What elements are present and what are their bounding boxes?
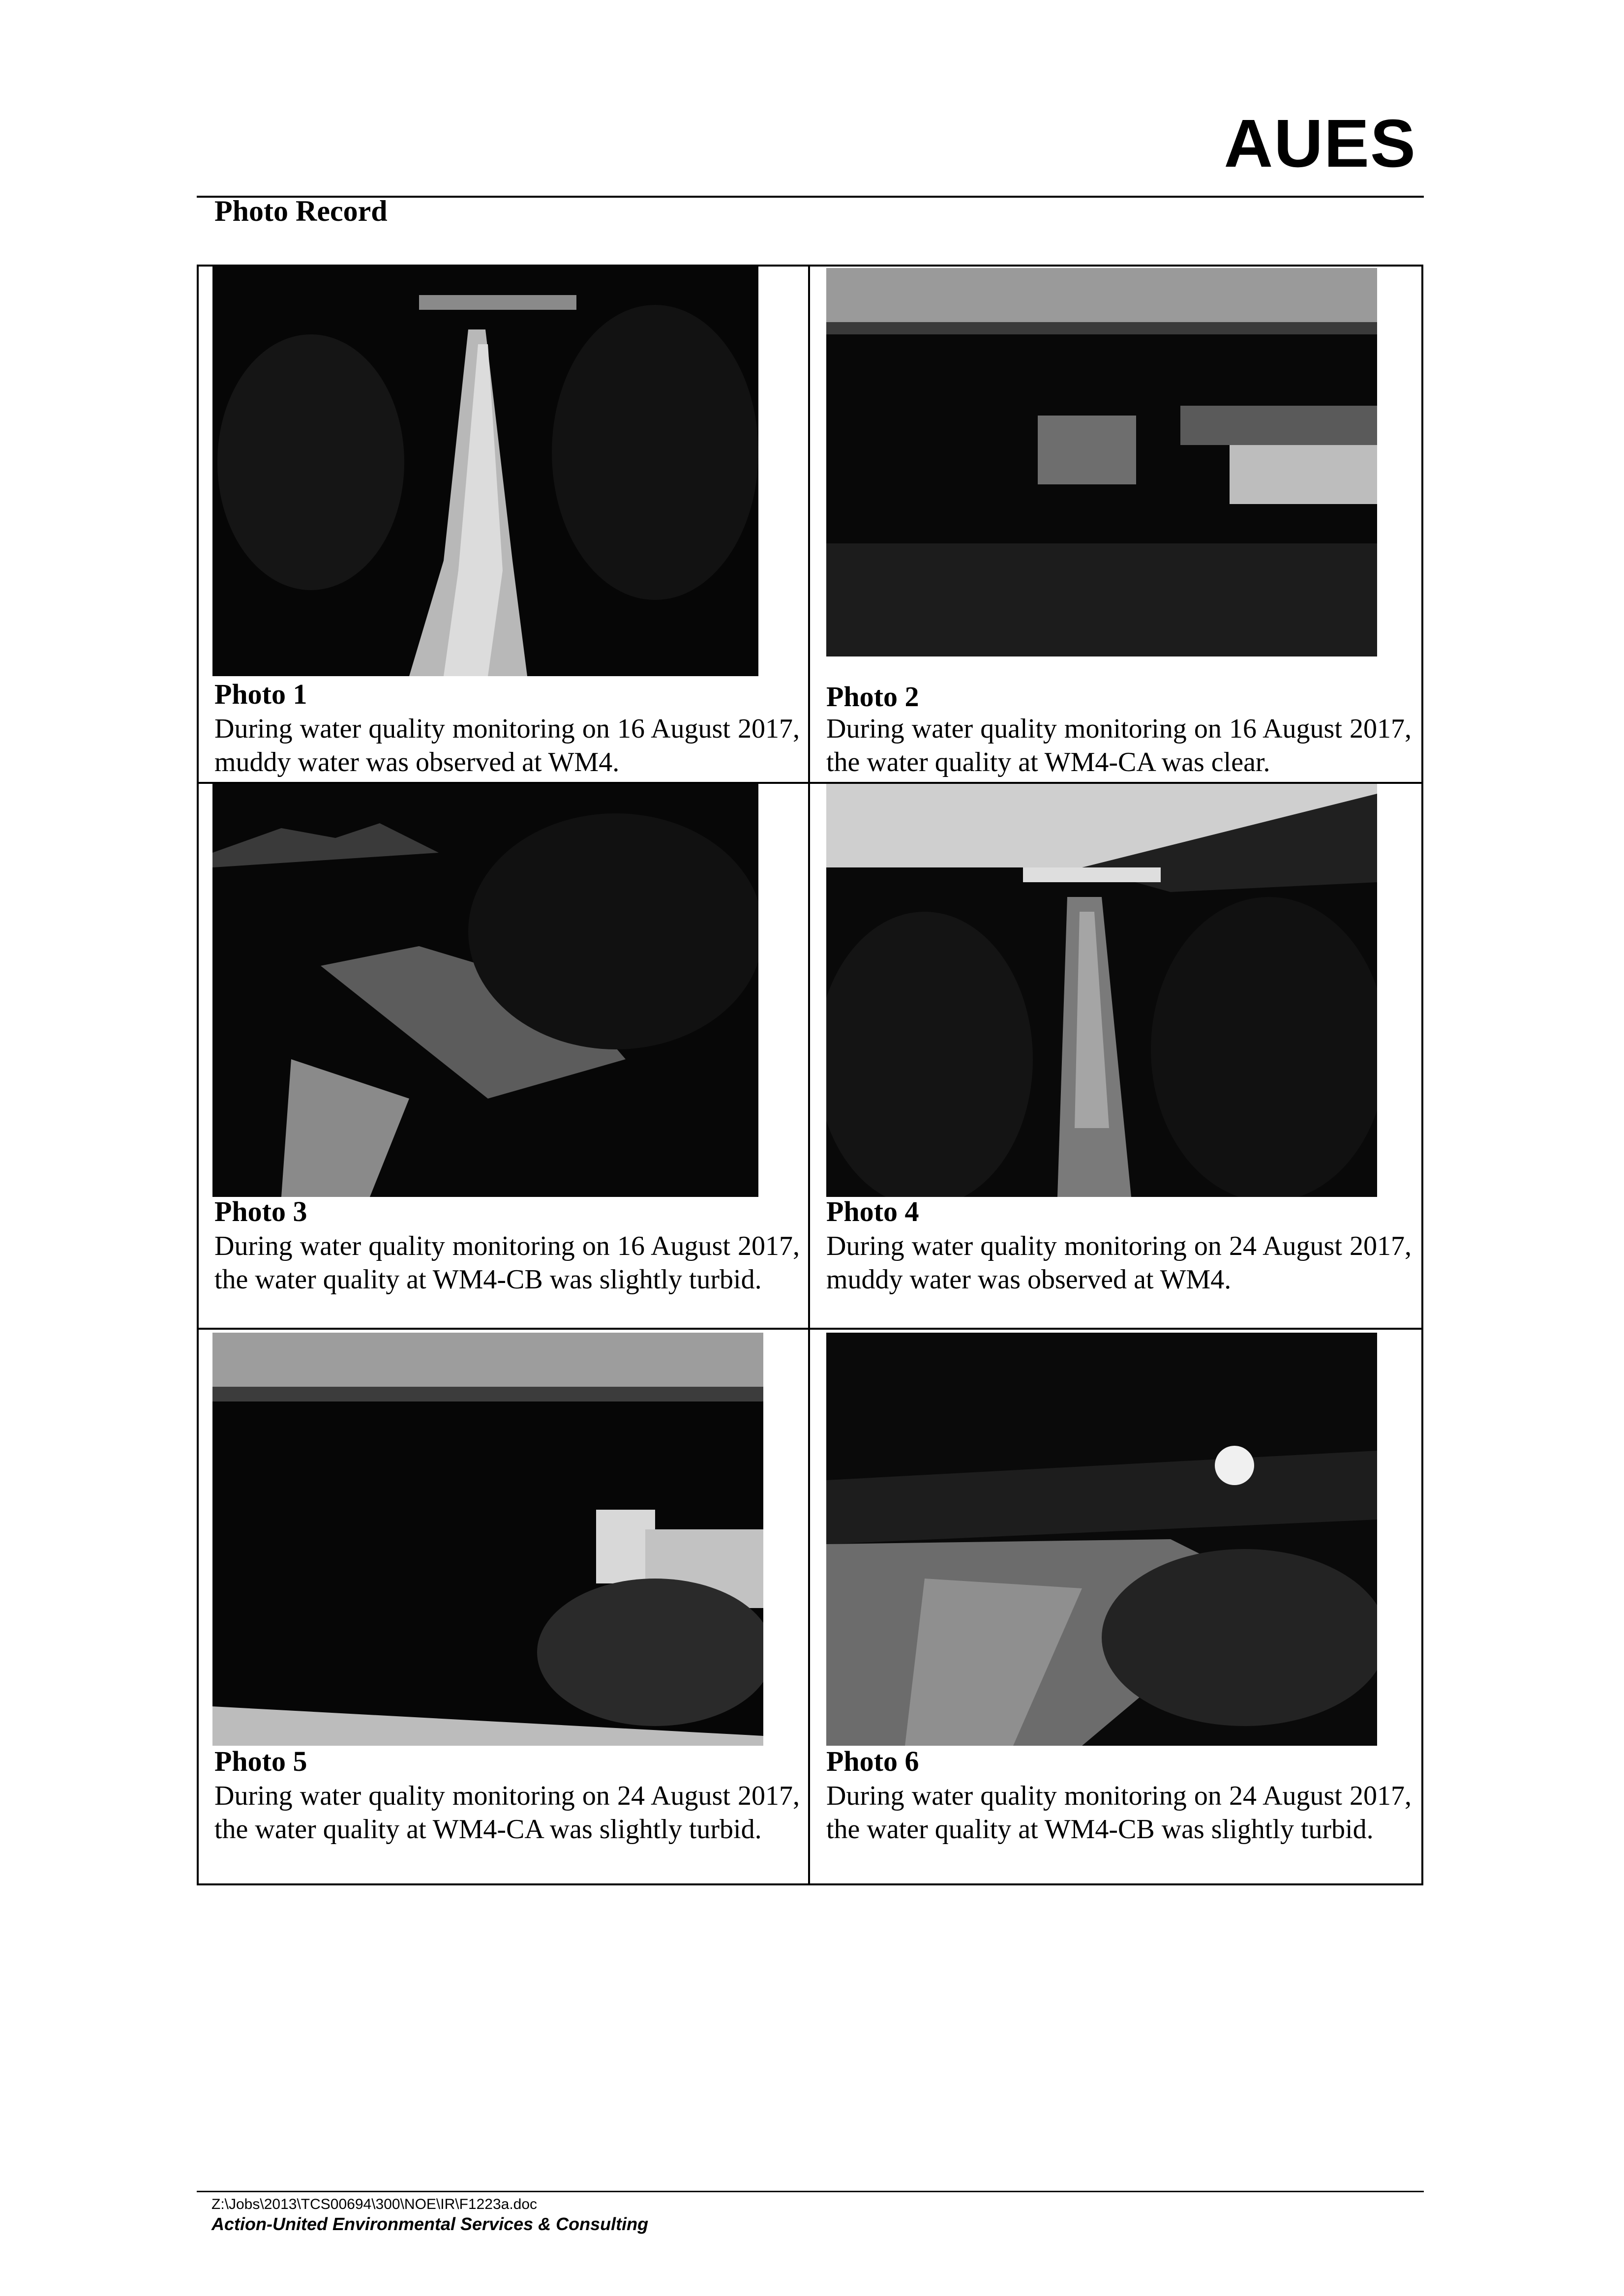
photo-4-image xyxy=(826,784,1377,1197)
photo-5-caption: During water quality monitoring on 24 August 2017, the water quality at WM4-CA was slightly turbid. xyxy=(214,1781,800,1845)
photo-1-caption: During water quality monitoring on 16 August 2017, muddy water was observed at WM4. xyxy=(214,714,800,777)
photo-1-image xyxy=(212,266,758,676)
photo-3-image xyxy=(212,784,758,1197)
photo-1-title: Photo 1 xyxy=(214,678,307,710)
photo-2-title: Photo 2 xyxy=(826,681,919,713)
photo-3-caption: During water quality monitoring on 16 August 2017, the water quality at WM4-CB was slightly turbid. xyxy=(214,1231,800,1295)
photo-6-caption: During water quality monitoring on 24 August 2017, the water quality at WM4-CB was slightly turbid. xyxy=(826,1781,1412,1845)
table-divider-row2 xyxy=(197,1328,1423,1330)
photo-6-title: Photo 6 xyxy=(826,1745,919,1777)
footer-rule xyxy=(197,2191,1424,2192)
photo-4-title: Photo 4 xyxy=(826,1195,919,1227)
photo-2-caption: During water quality monitoring on 16 August 2017, the water quality at WM4-CA was clear. xyxy=(826,714,1412,777)
page-title: Photo Record xyxy=(214,195,388,227)
aues-logo: AUES xyxy=(1224,106,1416,181)
photo-3-title: Photo 3 xyxy=(214,1195,307,1227)
footer-file-path: Z:\Jobs\2013\TCS00694\300\NOE\IR\F1223a.doc xyxy=(211,2196,538,2212)
photo-4-caption: During water quality monitoring on 24 August 2017, muddy water was observed at WM4. xyxy=(826,1231,1412,1295)
footer-company-name: Action-United Environmental Services & Consulting xyxy=(211,2214,649,2234)
photo-5-title: Photo 5 xyxy=(214,1745,307,1777)
table-divider-vertical xyxy=(808,265,810,1885)
photo-6-image xyxy=(826,1333,1377,1746)
photo-5-image xyxy=(212,1333,763,1746)
photo-2-image xyxy=(826,268,1377,656)
